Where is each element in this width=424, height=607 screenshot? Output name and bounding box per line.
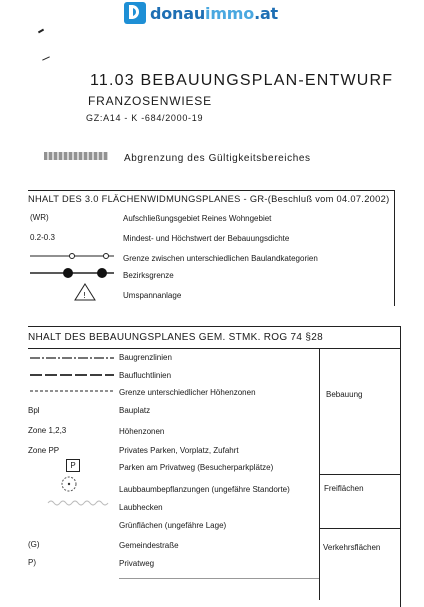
parking-icon: P	[66, 459, 80, 472]
section-divider	[28, 348, 400, 349]
visitor-parking-label: Parken am Privatweg (Besucherparkplätze)	[119, 463, 274, 472]
logo-text: donauimmo.at	[150, 3, 278, 23]
category-boundary-symbol	[30, 250, 114, 262]
bebauungsplan-header: NHALT DES BEBAUUNGSPLANES GEM. STMK. ROG 74 §28	[28, 332, 323, 343]
building-plot-label: Bauplatz	[119, 406, 151, 415]
plan-title: 11.03 BEBAUUNGSPLAN-ENTWURF	[90, 72, 394, 89]
private-parking-symbol: Zone PP	[28, 446, 60, 455]
building-line-label: Baufluchtlinien	[119, 371, 172, 380]
wr-symbol: (WR)	[30, 213, 49, 222]
building-limit-label: Baugrenzlinien	[119, 353, 172, 362]
height-zone-boundary-symbol	[30, 388, 114, 394]
private-road-symbol: P)	[28, 558, 36, 567]
category-verkehrsflaechen: Verkehrsflächen	[323, 543, 381, 552]
category-bebauung: Bebauung	[326, 390, 363, 399]
validity-boundary-label: Abgrenzung des Gültigkeitsbereiches	[124, 153, 311, 164]
municipal-road-label: Gemeindestraße	[119, 541, 179, 550]
category-divider	[319, 528, 400, 529]
hedge-label: Laubhecken	[119, 503, 163, 512]
scan-mark	[42, 56, 50, 60]
donauimmo-logo	[124, 2, 278, 24]
category-divider	[319, 474, 400, 475]
height-zones-symbol: Zone 1,2,3	[28, 426, 67, 435]
density-label: Mindest- und Höchstwert der Bebauungsdichte	[123, 234, 290, 243]
height-zones-label: Höhenzonen	[119, 427, 165, 436]
building-plot-symbol: Bpl	[28, 406, 40, 415]
row-divider	[119, 578, 319, 579]
green-area-label: Grünflächen (ungefähre Lage)	[119, 521, 227, 530]
building-limit-line-symbol	[30, 355, 114, 361]
category-boundary-label: Grenze zwischen unterschiedlichen Baulandkategorien	[123, 254, 318, 263]
plan-subtitle: FRANZOSENWIESE	[88, 94, 212, 108]
private-road-label: Privatweg	[119, 559, 155, 568]
transformer-station-label: Umspannanlage	[123, 291, 182, 300]
svg-text:!: !	[83, 291, 87, 300]
private-parking-label: Privates Parken, Vorplatz, Zufahrt	[119, 446, 239, 455]
flaechenwidmung-header: NHALT DES 3.0 FLÄCHENWIDMUNGSPLANES - GR-(Beschluß vom 04.07.2002)	[28, 194, 390, 204]
deciduous-tree-icon	[60, 475, 78, 493]
building-line-symbol	[30, 372, 114, 378]
scan-mark	[38, 29, 44, 34]
municipal-road-symbol: (G)	[28, 540, 40, 549]
hedge-symbol	[46, 498, 112, 508]
category-freiflaechen: Freiflächen	[324, 484, 364, 493]
tree-planting-label: Laubbaumbepflanzungen (ungefähre Standorte)	[119, 485, 290, 494]
district-boundary-symbol	[30, 266, 114, 280]
wr-label: Aufschließungsgebiet Reines Wohngebiet	[123, 214, 272, 223]
validity-boundary-symbol	[44, 152, 108, 160]
transformer-station-icon	[74, 283, 96, 301]
height-zone-boundary-label: Grenze unterschiedlicher Höhenzonen	[119, 388, 256, 397]
plan-reference: GZ:A14 - K -684/2000-19	[86, 113, 204, 123]
density-symbol: 0.2-0.3	[30, 233, 55, 242]
donauimmo-logo-icon	[124, 2, 146, 24]
district-boundary-label: Bezirksgrenze	[123, 271, 174, 280]
